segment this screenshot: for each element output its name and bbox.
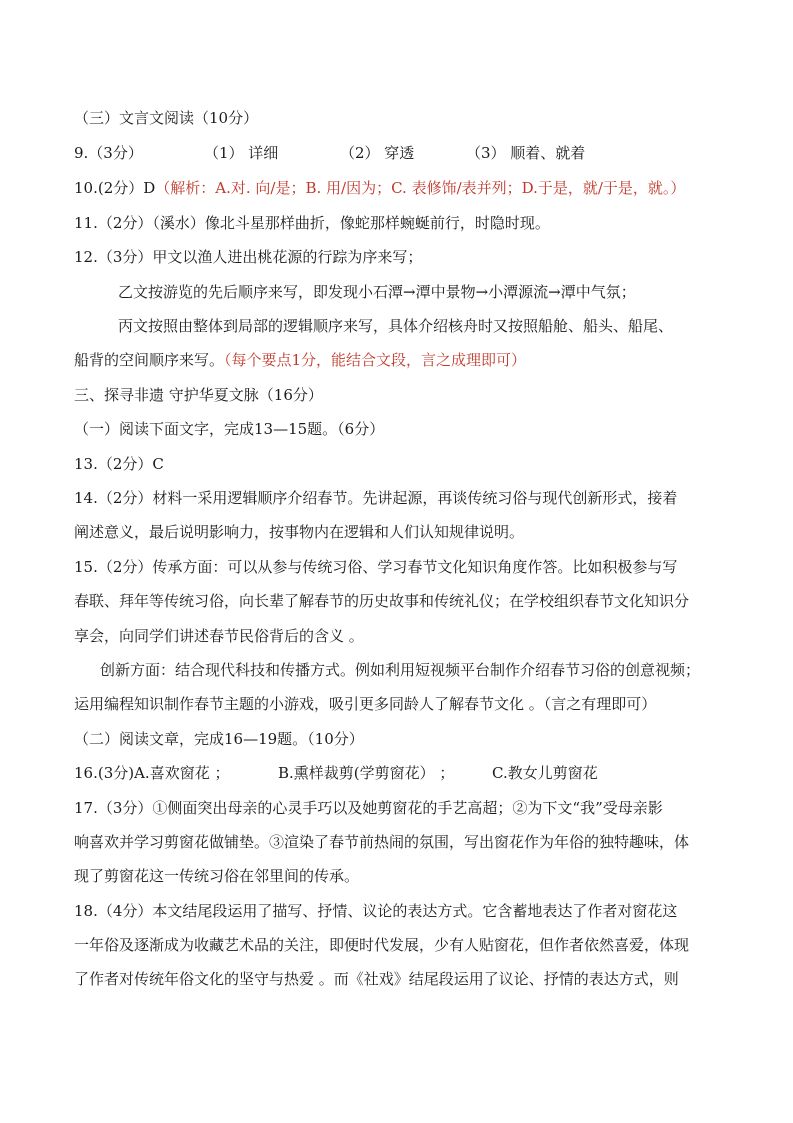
answer-12-line-3: 丙文按照由整体到局部的逻辑顺序来写，具体介绍核舟时又按照船舱、船头、船尾、 [118,317,674,335]
answer-9 [74,143,585,163]
answer-16 [74,763,598,783]
answer-17: 17.（3分）①侧面突出母亲的心灵手巧以及她剪窗花的手艺高超；②为下文“我”受母亲影 [74,799,663,817]
answer-12: 12.（3分）甲文以渔人进出桃花源的行踪为序来写； [74,248,423,266]
answer-17-line-3: 现了剪窗花这一传统习俗在邻里间的传承。 [74,867,360,885]
answer-number: 9.（3分） [74,144,143,162]
answer-16-a: 16.(3分)A.喜欢窗花 ； [74,764,230,782]
answer-11: 11.（2分）（溪水）像北斗星那样曲折，像蛇那样蜿蜒前行，时隐时现。 [74,214,550,232]
subsection-heading-1: （一）阅读下面文字，完成13—15题。（6分） [74,420,385,438]
answer-16-c: C.教女儿剪窗花 [492,764,598,782]
answer-15: 15.（2分）传承方面：可以从参与传统习俗、学习春节文化知识角度作答。比如积极参与写 [74,558,678,576]
answer-17-line-2: 响喜欢并学习剪窗花做铺垫。③渲染了春节前热闹的氛围，写出窗花作为年俗的独特趣味，体 [74,833,690,851]
answer-18-line-3: 了作者对传统年俗文化的坚守与热爱 。而《社戏》结尾段运用了议论、抒情的表达方式，则 [74,970,679,988]
answer-15-line-5: 运用编程知识制作春节主题的小游戏，吸引更多同龄人了解春节文化 。（言之有理即可） [74,695,657,713]
section-heading-classical: （三）文言文阅读（10分） [74,109,259,127]
answer-13: 13.（2分）C [74,455,164,473]
answer-15-innovation: 创新方面：结合现代科技和传播方式。例如利用短视频平台制作介绍春节习俗的创意视频； [100,661,701,679]
answer-10: 10.(2分）D（解析：A.对. 向/是；B. 用/因为；C. 表修饰/表并列；D.于是，就/于是，就。） [74,179,686,197]
answer-18-line-2: 一年俗及逐渐成为收藏艺术品的关注，即便时代发展，少有人贴窗花，但作者依然喜爱，体现 [74,936,690,954]
answer-14-line-2: 阐述意义，最后说明影响力，按事物内在逻辑和人们认知规律说明。 [74,523,525,541]
answer-14: 14.（2分）材料一采用逻辑顺序介绍春节。先讲起源，再谈传统习俗与现代创新形式，接着 [74,489,678,507]
answer-10-explanation: （解析：A.对. 向/是；B. 用/因为；C. 表修饰/表并列；D.于是，就/于是，就。） [155,179,686,197]
answer-option-1: （1） 详细 [204,144,279,162]
scoring-note: （每个要点1分，能结合文段，言之成理即可） [224,351,527,369]
answer-15-line-2: 春联、拜年等传统习俗，向长辈了解春节的历史故事和传统礼仪；在学校组织春节文化知识分 [74,592,690,610]
answer-option-3: （3） 顺着、就着 [466,144,586,162]
section-heading-heritage: 三、探寻非遗 守护华夏文脉（16分） [74,386,323,404]
answer-18: 18.（4分）本文结尾段运用了描写、抒情、议论的表达方式。它含蓄地表达了作者对窗花这 [74,902,678,920]
answer-option-2: （2） 穿透 [340,144,415,162]
subsection-heading-2: （二）阅读文章，完成16—19题。（10分） [74,730,364,748]
answer-12-line-2: 乙文按游览的先后顺序来写，即发现小石潭→潭中景物→小潭源流→潭中气氛； [118,283,636,301]
answer-16-b: B.熏样裁剪(学剪窗花） ； [278,764,455,782]
answer-12-line-4: 船背的空间顺序来写。（每个要点1分，能结合文段，言之成理即可） [74,351,527,369]
answer-15-line-3: 享会，向同学们讲述春节民俗背后的含义 。 [74,627,364,645]
